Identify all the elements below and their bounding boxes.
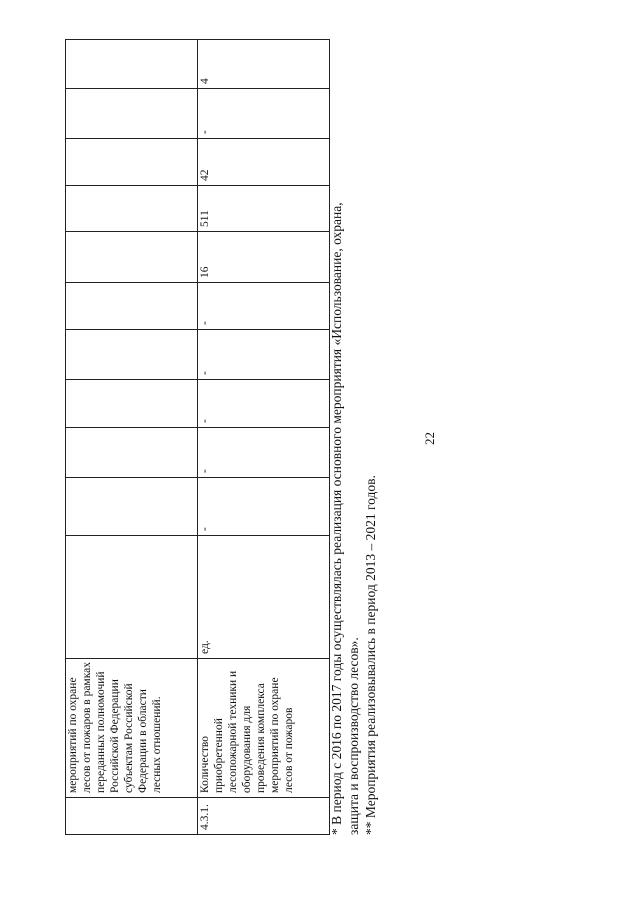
page-number: 22: [422, 432, 437, 445]
program-indicators-table: [65, 39, 330, 835]
unit-cell: [66, 536, 198, 659]
row-number-cell: [66, 798, 198, 835]
value-cell: [66, 186, 198, 232]
value-cell: [66, 330, 198, 380]
value-cell: 4: [198, 40, 330, 89]
value-cell: [66, 380, 198, 428]
value-cell: -: [198, 478, 330, 536]
footnote-1-line-1: * В период с 2016 по 2017 годы осуществлялась реализация основного мероприятия «Использование, охрана,: [329, 202, 344, 835]
value-cell: 16: [198, 232, 330, 283]
value-cell: [66, 232, 198, 283]
value-cell: -: [198, 283, 330, 330]
table-row: [66, 40, 198, 835]
value-cell: [66, 40, 198, 89]
value-cell: [66, 139, 198, 186]
unit-cell: ед.: [198, 536, 330, 659]
table-row: [198, 40, 330, 835]
footnote-1-line-2: защита и воспроизводство лесов».: [346, 637, 361, 835]
footnote-2: ** Мероприятия реализовывались в период 2013 – 2021 годов.: [363, 475, 378, 835]
footnotes: [328, 65, 379, 835]
value-cell: [66, 428, 198, 478]
value-cell: -: [198, 89, 330, 139]
value-cell: [66, 478, 198, 536]
row-number-cell: 4.3.1.: [198, 798, 330, 835]
value-cell: [66, 283, 198, 330]
value-cell: -: [198, 380, 330, 428]
value-cell: -: [198, 428, 330, 478]
value-cell: -: [198, 330, 330, 380]
value-cell: 511: [198, 186, 330, 232]
indicator-name-cell: Количество приобретенной лесопожарной техники и оборудования для проведения комплекса мероприятий по охране лесов от пожаров: [198, 659, 330, 798]
indicator-name-cell: мероприятий по охране лесов от пожаров в рамках переданных полномочий Российской Федерации субъектам Российской Федерации в области лесных отношений.: [66, 659, 198, 798]
value-cell: 42: [198, 139, 330, 186]
value-cell: [66, 89, 198, 139]
